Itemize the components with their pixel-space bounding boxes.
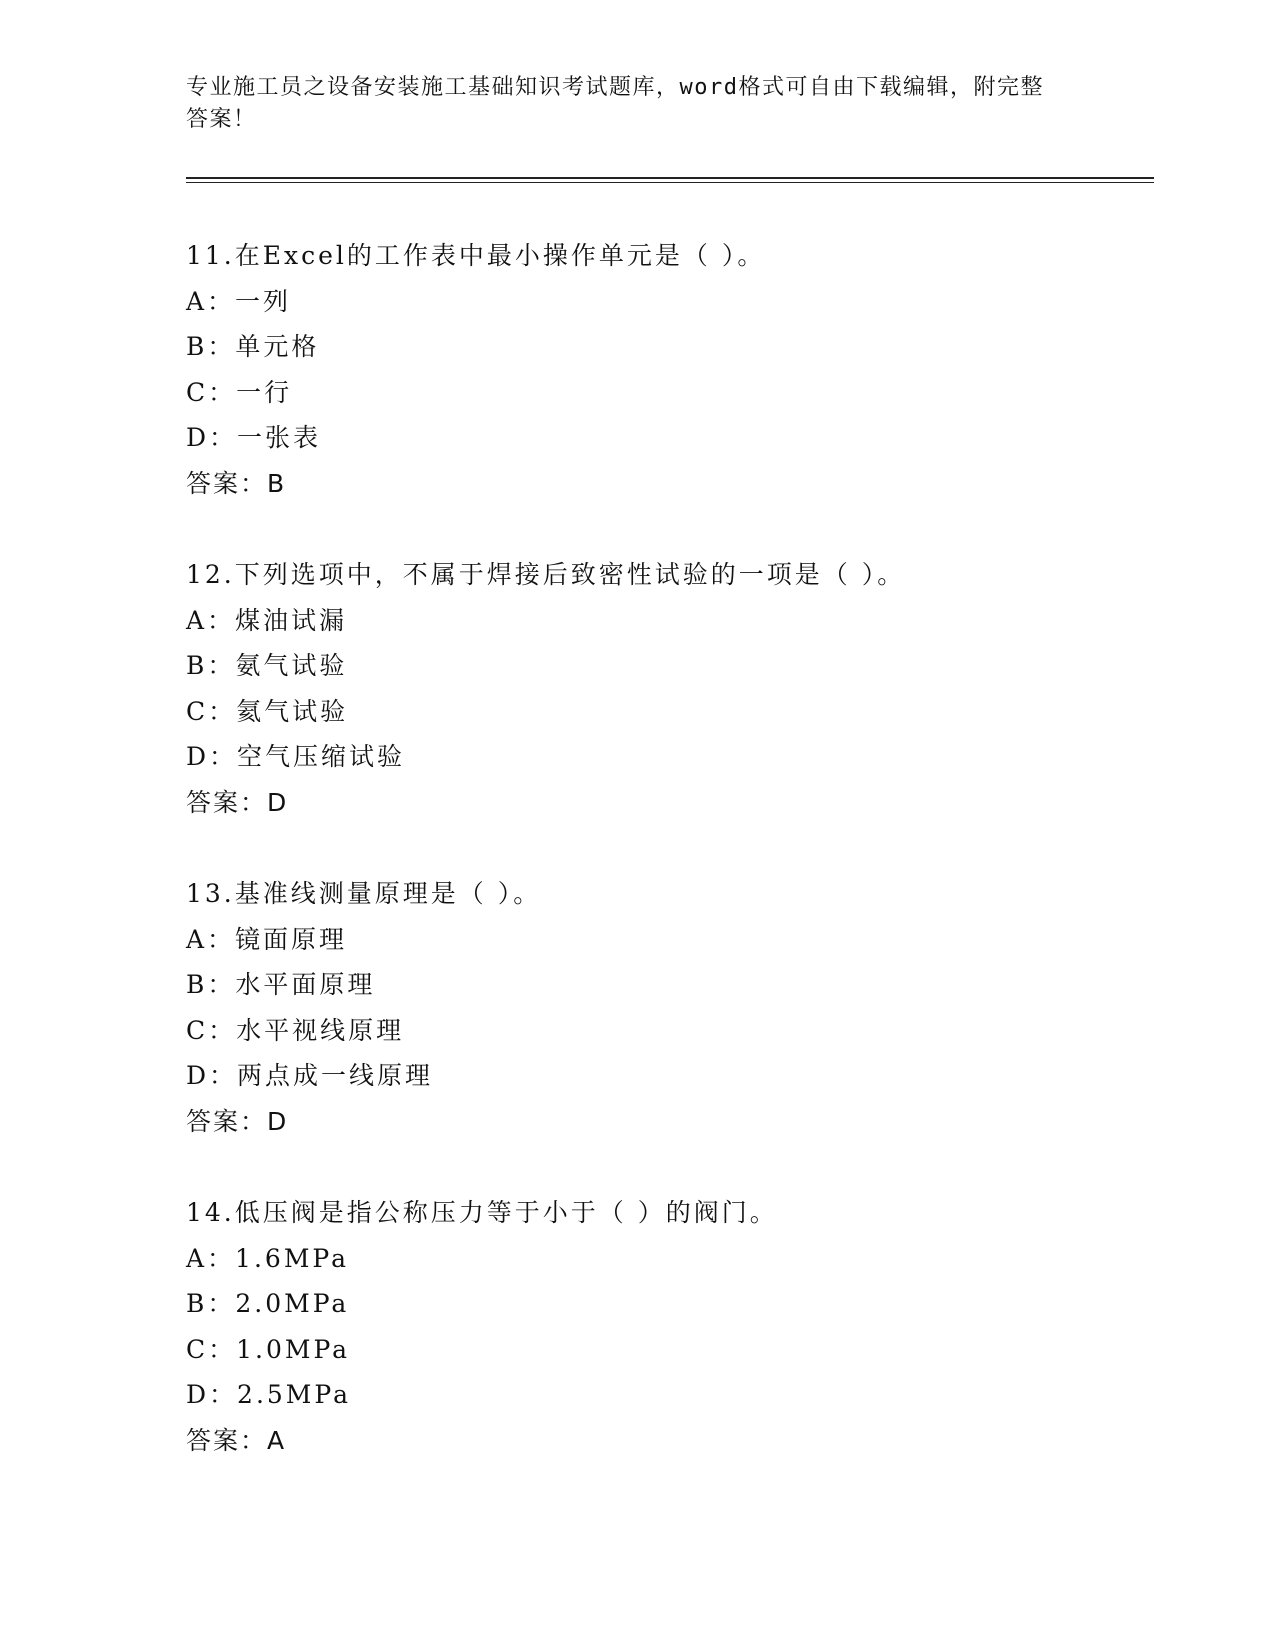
question-12 (186, 552, 1146, 825)
option-a: A：1.6MPa (186, 1243, 350, 1273)
option-a: A：镜面原理 (186, 924, 348, 954)
header-divider-thick (186, 177, 1154, 179)
answer: 答案：B (186, 468, 287, 498)
question-stem: 11.在Excel的工作表中最小操作单元是（ ）。 (186, 241, 766, 270)
option-b: B：2.0MPa (186, 1289, 350, 1318)
option-c: C：1.0MPa (186, 1334, 351, 1364)
answer: 答案：D (186, 1106, 289, 1136)
question-stem: 13.基准线测量原理是（ ）。 (186, 879, 542, 908)
question-11 (186, 233, 1146, 506)
option-a: A：一列 (186, 286, 292, 316)
option-c: C：水平视线原理 (186, 1015, 405, 1045)
option-b: B：单元格 (186, 332, 320, 361)
option-d: D：一张表 (186, 423, 322, 452)
question-14 (186, 1190, 1146, 1463)
option-c: C：氦气试验 (186, 696, 349, 726)
option-d: D：2.5MPa (186, 1380, 352, 1409)
option-a: A：煤油试漏 (186, 605, 348, 635)
option-d: D：两点成一线原理 (186, 1061, 434, 1090)
answer: 答案：D (186, 787, 289, 817)
header-divider-thin (186, 182, 1154, 183)
option-b: B：氨气试验 (186, 651, 348, 680)
option-b: B：水平面原理 (186, 970, 376, 999)
question-13 (186, 871, 1146, 1144)
question-stem: 12.下列选项中，不属于焊接后致密性试验的一项是（ ）。 (186, 560, 906, 589)
option-c: C：一行 (186, 377, 293, 407)
answer: 答案：A (186, 1425, 287, 1455)
question-stem: 14.低压阀是指公称压力等于小于（ ）的阀门。 (186, 1198, 778, 1227)
option-d: D：空气压缩试验 (186, 742, 406, 771)
document-intro: 专业施工员之设备安装施工基础知识考试题库，word格式可自由下载编辑，附完整答案！ (186, 75, 1044, 132)
